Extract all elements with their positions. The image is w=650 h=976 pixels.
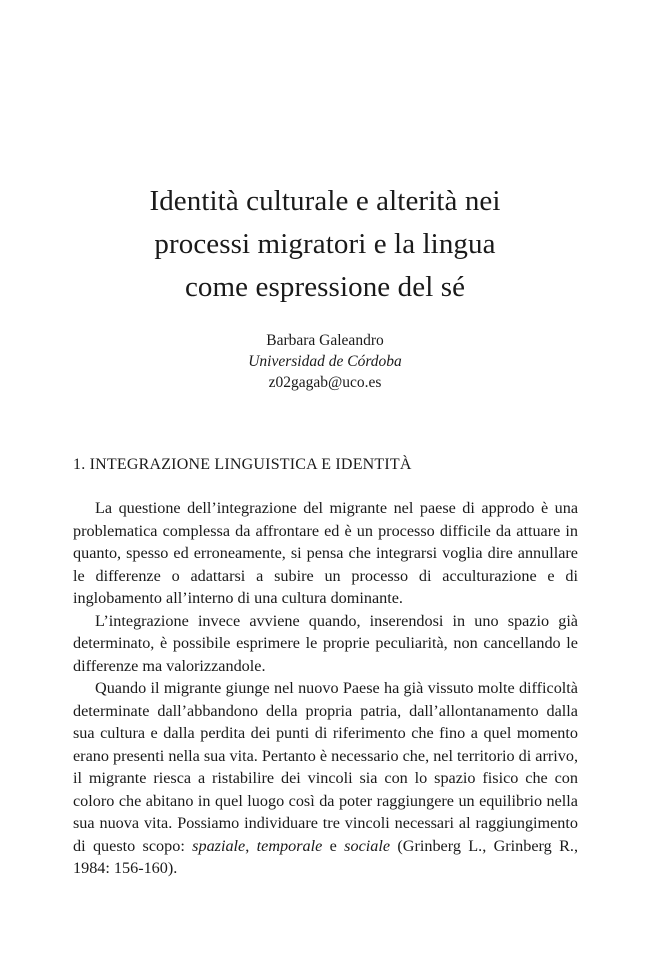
separator-1: , xyxy=(245,836,257,855)
term-temporale: temporale xyxy=(256,836,323,855)
paragraph-2: L’integrazione invece avviene quando, inserendosi in uno spazio già determinato, è possibile esprimere le proprie peculiarità, non cancellando le differenze ma valorizzandole. xyxy=(73,611,578,675)
article-title xyxy=(75,180,575,309)
body-text xyxy=(73,497,578,880)
term-spaziale: spaziale xyxy=(192,836,246,855)
paragraph-3-text: Quando il migrante giunge nel nuovo Paese ha già vissuto molte difficoltà determinate dall’abbandono della propria patria, dall’allontanamento dalla sua cultura e dalla perdita dei punti di riferimento che fino a quel momento erano presenti nella sua vita. Pertanto è necessario che, nel territorio di arrivo, il migrante riesca a ristabilire dei vincoli sia con lo spazio fisico che con coloro che abitano in quel luogo così da poter raggiungere un equilibrio nella sua nuova vita. Possiamo individuare tre vincoli necessari al raggiungimento di questo scopo: xyxy=(73,679,578,855)
section-heading: 1. INTEGRAZIONE LINGUISTICA E IDENTITÀ xyxy=(73,456,412,473)
author-email: z02gagab@uco.es xyxy=(268,374,382,391)
title-line-3: come espressione del sé xyxy=(184,271,466,303)
citation: (Grinberg L., Grinberg R., 1984: 156-160). xyxy=(73,836,578,877)
paragraph-1: La questione dell’integrazione del migrante nel paese di approdo è una problematica complessa da affrontare ed è un processo difficile da attuare in quanto, spesso ed erroneamente, si pensa che integrarsi voglia dire annullare le differenze o adattarsi a subire un processo di acculturazione e di inglobamento all’interno di una cultura dominante. xyxy=(73,499,578,607)
separator-2: e xyxy=(322,836,345,855)
title-line-2: processi migratori e la lingua xyxy=(154,228,496,260)
author-name: Barbara Galeandro xyxy=(266,332,384,349)
paragraph-3 xyxy=(73,677,578,880)
author-block xyxy=(75,330,575,393)
title-line-1: Identità culturale e alterità nei xyxy=(149,185,501,217)
author-affiliation: Universidad de Córdoba xyxy=(248,353,402,370)
term-sociale: sociale xyxy=(344,836,391,855)
